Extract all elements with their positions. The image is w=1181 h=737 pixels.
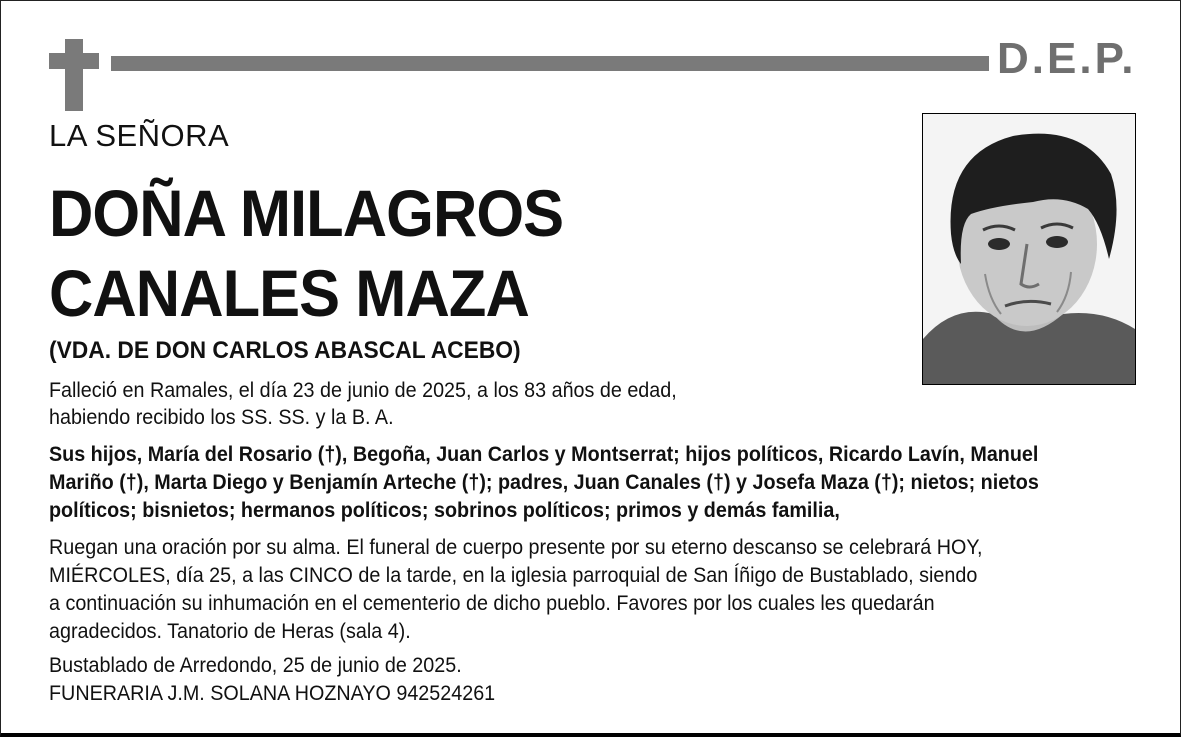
cross-icon bbox=[49, 39, 99, 111]
footer-paragraph bbox=[49, 652, 763, 708]
funeral-home: FUNERARIA J.M. SOLANA HOZNAYO 942524261 bbox=[49, 682, 496, 705]
death-line-2: habiendo recibido los SS. SS. y la B. A. bbox=[49, 406, 394, 429]
intro-label: LA SEÑORA bbox=[49, 118, 230, 153]
family-line-2: Mariño (†), Marta Diego y Benjamín Arteche (†); padres, Juan Canales (†) y Josefa Maza (†); nietos; nietos bbox=[49, 471, 1039, 494]
death-paragraph bbox=[49, 377, 763, 431]
family-line-3: políticos; bisnietos; hermanos políticos; sobrinos políticos; primos y demás familia, bbox=[49, 499, 840, 522]
funeral-paragraph bbox=[49, 534, 1102, 646]
funeral-line-4: agradecidos. Tanatorio de Heras (sala 4). bbox=[49, 620, 411, 643]
header-rule bbox=[111, 56, 989, 71]
name-line-2: CANALES MAZA bbox=[49, 256, 529, 330]
family-line-1: Sus hijos, María del Rosario (†), Begoña, Juan Carlos y Montserrat; hijos políticos, Ricardo Lavín, Manuel bbox=[49, 443, 1039, 466]
deceased-name bbox=[49, 173, 563, 333]
funeral-line-2: MIÉRCOLES, día 25, a las CINCO de la tarde, en la iglesia parroquial de San Íñigo de Bustablado, siendo bbox=[49, 564, 978, 587]
dep-label: D.E.P. bbox=[997, 34, 1137, 83]
name-line-1: DOÑA MILAGROS bbox=[49, 176, 564, 250]
widow-note: (VDA. DE DON CARLOS ABASCAL ACEBO) bbox=[49, 337, 521, 364]
death-line-1: Falleció en Ramales, el día 23 de junio de 2025, a los 83 años de edad, bbox=[49, 379, 677, 402]
funeral-line-3: a continuación su inhumación en el cementerio de dicho pueblo. Favores por los cuales les quedarán bbox=[49, 592, 935, 615]
family-paragraph bbox=[49, 441, 1111, 525]
place-date: Bustablado de Arredondo, 25 de junio de 2025. bbox=[49, 654, 462, 677]
funeral-line-1: Ruegan una oración por su alma. El funeral de cuerpo presente por su eterno descanso se celebrará HOY, bbox=[49, 536, 983, 559]
portrait-photo bbox=[922, 113, 1136, 385]
